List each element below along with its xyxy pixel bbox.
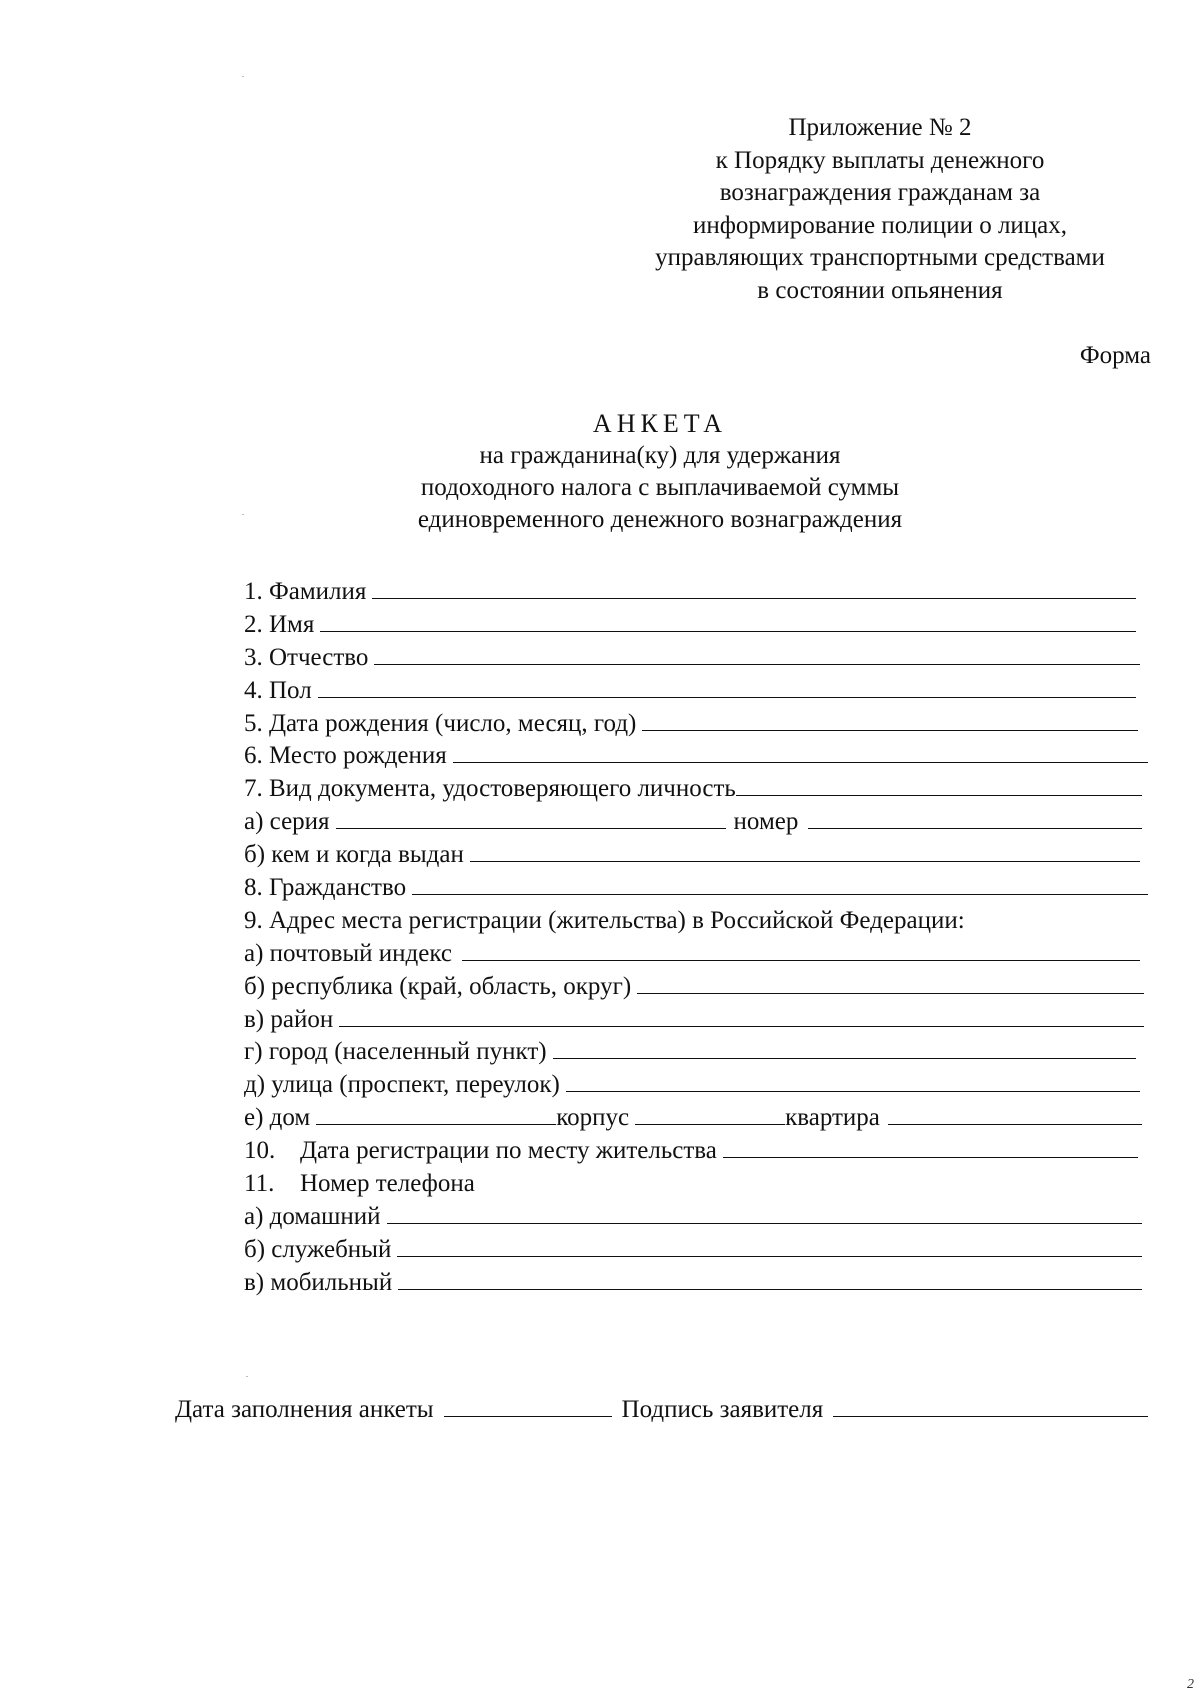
signature-label: Подпись заявителя — [621, 1396, 824, 1423]
citizenship-input-line[interactable] — [412, 872, 1148, 895]
scan-speck — [242, 76, 244, 77]
field-label: а) домашний — [244, 1202, 381, 1230]
appendix-header — [600, 112, 1160, 307]
field-label: 2. Имя — [244, 610, 315, 638]
region-input-line[interactable] — [637, 971, 1144, 994]
field-sex — [244, 675, 1148, 708]
field-label: номер — [733, 808, 799, 836]
appendix-line: вознаграждения гражданам за — [719, 179, 1041, 206]
field-house — [244, 1102, 1148, 1135]
sex-input-line[interactable] — [318, 675, 1136, 698]
field-label: 5. Дата рождения (число, месяц, год) — [244, 709, 637, 737]
field-phone-header — [244, 1168, 1148, 1201]
district-input-line[interactable] — [339, 1004, 1144, 1027]
postal-code-input-line[interactable] — [462, 938, 1140, 961]
fill-date-label: Дата заполнения анкеты — [175, 1396, 434, 1423]
building-input-line[interactable] — [635, 1102, 785, 1125]
field-name — [244, 609, 1148, 642]
surname-input-line[interactable] — [372, 576, 1136, 599]
field-label: 9. Адрес места регистрации (жительства) в Российской Федерации: — [244, 906, 965, 934]
field-citizenship — [244, 872, 1148, 905]
title-line: подоходного налога с выплачиваемой суммы — [420, 474, 900, 501]
field-label: 3. Отчество — [244, 643, 369, 671]
field-mobile-phone — [244, 1267, 1148, 1300]
title-line: на гражданина(ку) для удержания — [479, 442, 841, 469]
field-label: Номер телефона — [300, 1170, 475, 1198]
field-series-number — [244, 806, 1148, 839]
field-label: б) служебный — [244, 1235, 392, 1263]
field-number: 10. — [244, 1137, 276, 1165]
field-district — [244, 1004, 1148, 1037]
field-city — [244, 1036, 1148, 1069]
birth-place-input-line[interactable] — [453, 740, 1148, 763]
registration-date-input-line[interactable] — [723, 1135, 1138, 1158]
apartment-input-line[interactable] — [888, 1102, 1142, 1125]
field-label: в) район — [244, 1005, 334, 1033]
field-label: Дата регистрации по месту жительства — [300, 1137, 717, 1165]
field-label: б) республика (край, область, округ) — [244, 972, 632, 1000]
signature-footer — [175, 1394, 1148, 1426]
field-home-phone — [244, 1201, 1148, 1234]
document-title — [330, 408, 990, 536]
field-label: в) мобильный — [244, 1268, 393, 1296]
field-street — [244, 1069, 1148, 1102]
name-input-line[interactable] — [320, 609, 1136, 632]
field-label: а) почтовый индекс — [244, 939, 452, 967]
field-surname — [244, 576, 1148, 609]
page-mark: 2 — [1187, 1677, 1194, 1692]
mobile-phone-input-line[interactable] — [398, 1267, 1142, 1290]
field-label: б) кем и когда выдан — [244, 841, 464, 869]
field-postal-code — [244, 938, 1148, 971]
field-label: 1. Фамилия — [244, 578, 367, 605]
field-label: 4. Пол — [244, 676, 312, 704]
field-issued — [244, 839, 1148, 872]
field-label: а) серия — [244, 808, 330, 836]
patronymic-input-line[interactable] — [374, 642, 1140, 665]
number-input-line[interactable] — [808, 806, 1142, 829]
title-line: единовременного денежного вознаграждения — [417, 506, 903, 533]
field-id-document — [244, 773, 1148, 806]
series-input-line[interactable] — [336, 806, 726, 829]
home-phone-input-line[interactable] — [387, 1201, 1142, 1224]
house-input-line[interactable] — [316, 1102, 556, 1125]
field-birth-place — [244, 740, 1148, 773]
scan-speck — [242, 514, 244, 515]
id-document-input-line[interactable] — [736, 773, 1142, 796]
appendix-line: информирование полиции о лицах, — [692, 211, 1068, 239]
field-label: д) улица (проспект, переулок) — [244, 1071, 560, 1099]
issued-input-line[interactable] — [470, 839, 1140, 862]
appendix-line: в состоянии опьянения — [757, 276, 1003, 304]
fill-date-input-line[interactable] — [444, 1394, 612, 1417]
field-number: 11. — [244, 1170, 275, 1198]
field-label: квартира — [785, 1104, 880, 1132]
field-region — [244, 971, 1148, 1004]
appendix-line: к Порядку выплаты денежного — [715, 146, 1045, 174]
signature-input-line[interactable] — [833, 1394, 1148, 1417]
field-address-header — [244, 905, 1148, 938]
field-label: 8. Гражданство — [244, 874, 407, 902]
field-work-phone — [244, 1234, 1148, 1267]
field-label: 7. Вид документа, удостоверяющего личность — [244, 775, 736, 803]
birth-date-input-line[interactable] — [642, 708, 1138, 731]
city-input-line[interactable] — [553, 1036, 1136, 1059]
street-input-line[interactable] — [566, 1069, 1140, 1092]
appendix-line: управляющих транспортными средствами — [655, 244, 1105, 271]
scan-speck — [246, 1376, 248, 1377]
field-label: 6. Место рождения — [244, 742, 447, 770]
field-patronymic — [244, 642, 1148, 675]
work-phone-input-line[interactable] — [397, 1234, 1142, 1257]
form-label: Форма — [1079, 342, 1151, 369]
field-registration-date — [244, 1135, 1148, 1168]
field-birth-date — [244, 708, 1148, 741]
form-fields — [244, 576, 1148, 1300]
field-label: корпус — [556, 1104, 630, 1132]
field-label: е) дом — [244, 1104, 311, 1132]
appendix-line: Приложение № 2 — [788, 114, 972, 141]
title-heading: АНКЕТА — [592, 409, 728, 438]
field-label: г) город (населенный пункт) — [244, 1038, 547, 1066]
